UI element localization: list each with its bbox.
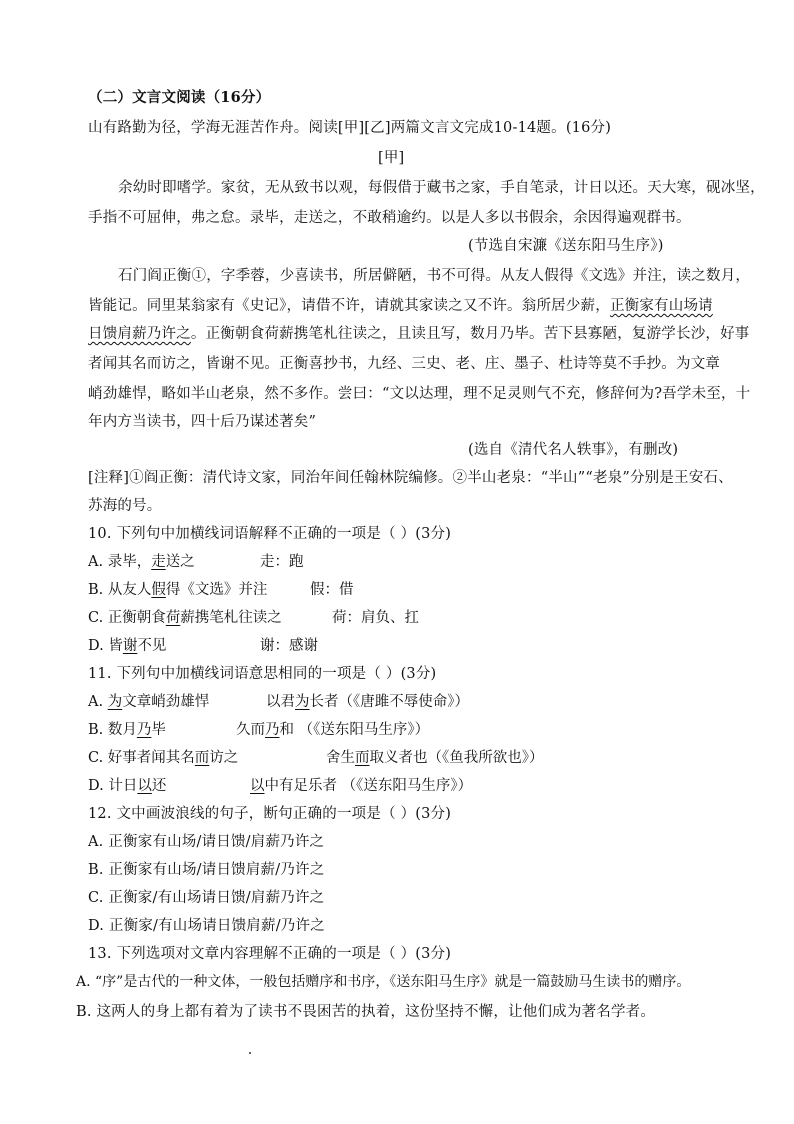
option-text: C. 正衡朝食	[88, 610, 166, 626]
option-text: 送之	[165, 554, 195, 570]
q10-option-b[interactable]	[88, 580, 267, 600]
option-text: 薪携笔札往读之	[180, 610, 282, 626]
underlined-word: 为	[107, 694, 123, 710]
q11-option-b-reference	[236, 720, 429, 740]
underlined-word: 以	[250, 778, 265, 794]
option-text: B. 数月	[88, 722, 137, 738]
annotation-line: 苏海的号。	[88, 498, 162, 514]
option-text: 文章峭劲雄悍	[122, 694, 210, 710]
q13-option-b[interactable]: B. 这两人的身上都有着为了读书不畏困苦的执着，这份坚持不懈，让他们成为著名学者。	[76, 1004, 656, 1020]
q10-option-a-gloss: 走：跑	[260, 554, 304, 570]
question-12-stem: 12. 文中画波浪线的句子，断句正确的一项是（ ）(3分)	[88, 806, 452, 822]
q12-option-d[interactable]: D. 正衡家/有山场请日馈肩薪/乃许之	[88, 918, 325, 934]
option-text: B. 从友人	[88, 582, 152, 598]
q13-option-a[interactable]: A. “序”是古代的一种文体，一般包括赠序和书序，《送东阳马生序》就是一篇鼓励马生读书的赠序。	[76, 974, 691, 990]
annotation-line: [注释]①阎正衡：清代诗文家，同治年间任翰林院编修。②半山老泉：“半山”“老泉”分别是王安石、	[88, 470, 733, 486]
option-text: 得《文选》并注	[165, 582, 268, 598]
underlined-word: 以	[137, 778, 152, 794]
q12-option-a[interactable]: A. 正衡家有山场/请日馈/肩薪乃许之	[88, 834, 325, 850]
q10-option-a[interactable]	[88, 552, 195, 572]
option-text: 毕	[151, 722, 166, 738]
option-text: D. 皆	[88, 638, 123, 654]
option-text: 中有足乐者 （《送东阳马生序》）	[264, 778, 473, 794]
passage-b-line: 峭劲雄悍，略如半山老泉，然不多作。尝曰：“文以达理，理不足灵则气不充，修辞何为?吾学未至，十	[88, 386, 751, 402]
option-text: D. 计日	[88, 778, 138, 794]
intro-line: 山有路勤为径，学海无涯苦作舟。阅读[甲][乙]两篇文言文完成10-14题。(16分)	[88, 120, 612, 136]
q10-option-d-gloss: 谢：感谢	[260, 638, 318, 654]
underlined-word: 乃	[265, 722, 280, 738]
option-text: 和 （《送东阳马生序》）	[279, 722, 430, 738]
option-text: A.	[88, 694, 108, 710]
passage-b-source: (选自《清代名人轶事》，有删改)	[468, 442, 679, 458]
question-13-stem: 13. 下列选项对文章内容理解不正确的一项是（ ）(3分)	[88, 946, 452, 962]
passage-b-line: 者闻其名而访之，皆谢不见。正衡喜抄书，九经、三史、老、庄、墨子、杜诗等莫不手抄。为文章	[88, 356, 721, 372]
q10-option-b-gloss: 假：借	[310, 582, 354, 598]
q10-option-c[interactable]	[88, 608, 282, 628]
q10-option-d[interactable]	[88, 636, 166, 656]
underlined-word: 走	[151, 554, 166, 570]
option-text: A. 录毕，	[88, 554, 152, 570]
q11-option-a-reference	[266, 692, 469, 712]
scan-speck	[249, 1052, 251, 1054]
q11-option-c[interactable]	[88, 748, 238, 768]
option-text: 以君	[266, 694, 295, 710]
passage-a-source: (节选自宋濂《送东阳马生序》)	[468, 238, 664, 254]
option-text: C. 好事者闻其名	[88, 750, 195, 766]
passage-b-line	[88, 324, 750, 344]
underlined-word: 假	[151, 582, 166, 598]
passage-a-line: 手指不可屈伸，弗之怠。录毕，走送之，不敢稍逾约。以是人多以书假余，余因得遍观群书。	[88, 210, 691, 226]
section-title: （二）文言文阅读（16分）	[88, 89, 271, 106]
question-10-stem: 10. 下列句中加横线词语解释不正确的一项是（ ）(3分)	[88, 526, 452, 542]
passage-b-line	[88, 296, 713, 316]
option-text: 不见	[137, 638, 167, 654]
wavy-underlined-sentence: 日馈肩薪乃许之	[88, 326, 191, 342]
q11-option-d-reference	[250, 776, 472, 796]
underlined-word: 而	[194, 750, 210, 766]
passage-b-text: 皆能记。同里某翁家有《史记》，请借不许，请就其家读之又不许。翁所居少薪，	[88, 298, 610, 314]
option-text: 还	[151, 778, 167, 794]
option-text: 久而	[236, 722, 265, 738]
wavy-underlined-sentence: 正衡家有山场请	[609, 298, 713, 314]
q11-option-b[interactable]	[88, 720, 166, 740]
option-text: 长者（《唐雎不辱使命》）	[309, 694, 469, 710]
option-text: 访之	[209, 750, 239, 766]
underlined-word: 谢	[122, 638, 138, 654]
option-text: 取义者也（《鱼我所欲也》）	[369, 750, 544, 766]
underlined-word: 乃	[136, 722, 152, 738]
underlined-word: 为	[295, 694, 310, 710]
q11-option-c-reference	[326, 748, 544, 768]
q12-option-c[interactable]: C. 正衡家/有山场请日馈/肩薪乃许之	[88, 890, 325, 906]
question-11-stem: 11. 下列句中加横线词语意思相同的一项是（ ）(3分)	[88, 666, 437, 682]
underlined-word: 而	[355, 750, 370, 766]
q11-option-d[interactable]	[88, 776, 166, 796]
option-text: 舍生	[326, 750, 355, 766]
passage-b-text: 。正衡朝食荷薪携笔札往读之，且读且写，数月乃毕。苦下县寡陋，复游学长沙，好事	[190, 326, 750, 342]
passage-a-line: 余幼时即嗜学。家贫，无从致书以观，每假借于藏书之家，手自笔录，计日以还。天大寒，砚冰坚，	[118, 180, 765, 196]
underlined-word: 荷	[165, 610, 181, 626]
q12-option-b[interactable]: B. 正衡家有山场/请日馈肩薪/乃许之	[88, 862, 325, 878]
q11-option-a[interactable]	[88, 692, 209, 712]
passage-b-line: 石门阎正衡①，字季蓉，少喜读书，所居僻陋，书不可得。从友人假得《文选》并注，读之数月，	[118, 268, 751, 284]
passage-b-line: 年内方当读书，四十后乃谋述著矣”	[88, 414, 317, 430]
passage-a-label: [甲]	[378, 150, 405, 166]
q10-option-c-gloss: 荷：肩负、扛	[332, 610, 419, 626]
